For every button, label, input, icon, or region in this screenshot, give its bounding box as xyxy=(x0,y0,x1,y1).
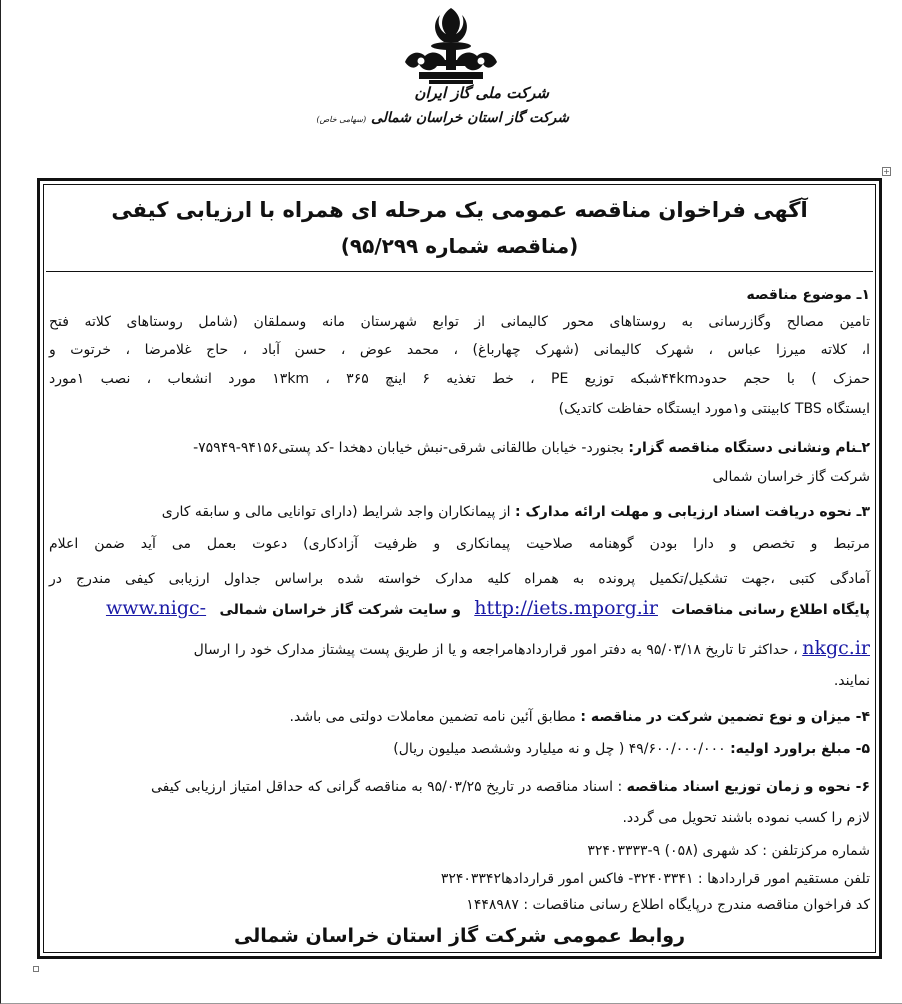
move-handle-icon[interactable]: + xyxy=(883,167,890,176)
section3-line6: نمایند. xyxy=(833,673,870,689)
section3-heading: ۳ـ نحوه دریافت اسناد ارزیابی و مهلت ارائه مدارک : xyxy=(514,504,870,520)
section1-heading: ۱ـ موضوع مناقصه xyxy=(746,287,870,303)
notice-title-area xyxy=(46,187,873,272)
public-relations-signature: روابط عمومی شرکت گاز استان خراسان شمالی xyxy=(233,925,686,947)
section3-line3: آمادگی کتبی ،جهت تشکیل/تکمیل پرونده به همراه کلیه مدارک خواسته شده براساس جداول ارزیابی کیفی مندرج در xyxy=(49,571,870,587)
section2-heading: ۲ـنام ونشانی دستگاه مناقصه گزار: xyxy=(628,440,870,456)
site-link-part2[interactable]: nkgc.ir xyxy=(802,637,870,659)
section2-address: بجنورد- خیابان طالقانی شرقی-نبش خیابان دهخدا -کد پستی۹۴۱۵۶-۷۵۹۴۹- xyxy=(193,440,624,456)
site-label: و سایت شرکت گاز خراسان شمالی xyxy=(219,602,461,618)
section6-line1 xyxy=(151,779,870,796)
section2-line2: شرکت گاز خراسان شمالی xyxy=(712,469,870,485)
portal-label: پایگاه اطلاع رسانی مناقصات xyxy=(671,602,870,618)
section5-heading: ۵- مبلغ براورد اولیه: xyxy=(730,741,870,757)
tender-number: (مناقصه شماره ۹۵/۲۹۹) xyxy=(340,234,579,258)
section5-amount: ۴۹/۶۰۰/۰۰۰/۰۰۰ ( چل و نه میلیارد وششصد میلیون ریال) xyxy=(393,741,726,757)
contact-contracts: تلفن مستقیم امور قراردادها : ۳۲۴۰۳۳۴۱- فاکس امور قراردادها۳۲۴۰۳۳۴۲ xyxy=(440,871,870,887)
logo-subsidiary-note: (سهامی خاص) xyxy=(316,115,367,124)
notice-title: آگهی فراخوان مناقصه عمومی یک مرحله ای همراه با ارزیابی کیفی xyxy=(111,198,808,222)
section2-line1 xyxy=(193,440,870,457)
section3-line4 xyxy=(106,597,870,620)
section4-text: مطابق آئین نامه تضمین معاملات دولتی می باشد. xyxy=(289,709,576,725)
tender-notice-box xyxy=(37,178,882,959)
tender-code: کد فراخوان مناقصه مندرج درپایگاه اطلاع رسانی مناقصات : ۱۴۴۸۹۸۷ xyxy=(466,897,870,913)
resize-handle-icon[interactable] xyxy=(33,966,39,972)
section1-line2: ا، کلاته میرزا عباس ، شهرک کالیمانی (شهرک چهارباغ) ، محمد عوض ، حسن آباد ، حاج غلامرضا ، خرتوت و xyxy=(49,342,870,358)
section5-line xyxy=(393,741,870,758)
site-link-part1[interactable]: www.nigc- xyxy=(105,597,207,619)
contact-phone: شماره مرکزتلفن : کد شهری (۰۵۸) ۹-۳۲۴۰۳۳۳۳ xyxy=(587,843,870,859)
section3-line5 xyxy=(194,637,870,660)
logo-subsidiary-name: شرکت گاز استان خراسان شمالی (سهامی خاص) xyxy=(316,110,569,126)
notice-body xyxy=(46,275,873,950)
section6-text1: : اسناد مناقصه در تاریخ ۹۵/۰۳/۲۵ به مناقصه گرانی که حداقل امتیاز ارزیابی کیفی xyxy=(150,779,623,795)
section3-text1: از پیمانکاران واجد شرایط (دارای توانایی مالی و سابقه کاری xyxy=(161,504,511,520)
section4-line xyxy=(290,709,870,726)
section6-line2: لازم را کسب نموده باشند تحویل می گردد. xyxy=(622,810,870,826)
section6-heading: ۶- نحوه و زمان توزیع اسناد مناقصه xyxy=(626,779,870,795)
section1-line4: ایستگاه TBS کابینتی و۱مورد ایستگاه حفاظت کاتدیک) xyxy=(558,401,870,417)
section1-line1: تامین مصالح وگازرسانی به روستاهای محور کالیمانی از توابع شهرستان مانه وسملقان (شامل روستاهای کلاته فتح xyxy=(49,314,870,330)
section4-heading: ۴- میزان و نوع تضمین شرکت در مناقصه : xyxy=(580,709,870,725)
section3-deadline: ، حداکثر تا تاریخ ۹۵/۰۳/۱۸ به دفتر امور قراردادهامراجعه و یا از طریق پست پیشتاز مدارک خود را ارسال xyxy=(193,642,798,658)
section3-line2: مرتبط و تخصص و دارا بودن گوهنامه صلاحیت پیمانکاری و ظرفیت آزادکاری) دعوت بعمل می آید ضمن اعلام xyxy=(49,536,870,552)
logo-company-name: شرکت ملی گاز ایران xyxy=(414,84,549,102)
company-logo xyxy=(316,6,571,136)
flame-logo-icon xyxy=(399,6,503,86)
section3-line1 xyxy=(162,504,870,521)
section1-line3: حمزک ) با حجم حدود۴۴kmشبکه توزیع PE ، خط تغذیه ۶ اینچ ۱۳km ، ۳۶۵ مورد انشعاب ، نصب ۱مورد xyxy=(49,371,870,387)
portal-link[interactable]: http://iets.mporg.ir xyxy=(474,597,658,619)
